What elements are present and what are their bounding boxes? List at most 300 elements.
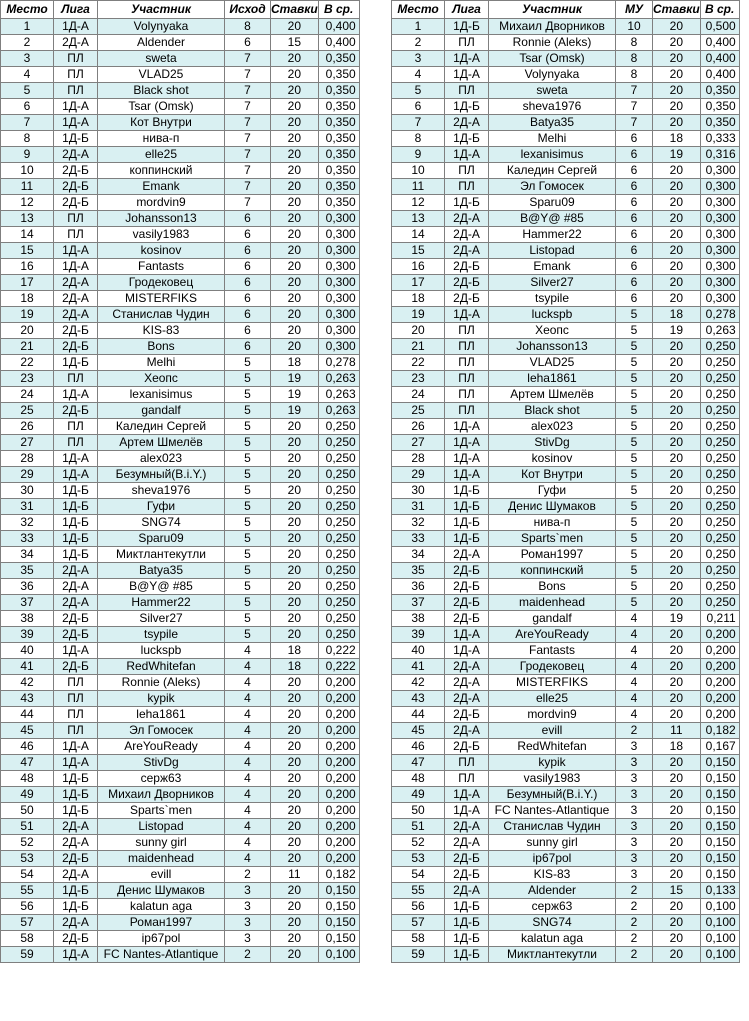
league-cell: 2Д-А bbox=[445, 211, 489, 227]
average-cell: 0,300 bbox=[700, 211, 739, 227]
header-average: В ср. bbox=[700, 1, 739, 19]
mu-cell: 5 bbox=[616, 403, 653, 419]
table-row bbox=[1, 99, 360, 115]
participant-cell: kypik bbox=[489, 755, 616, 771]
participant-cell: kosinov bbox=[489, 451, 616, 467]
average-cell: 0,300 bbox=[318, 211, 359, 227]
table-row bbox=[392, 275, 740, 291]
place-cell: 1 bbox=[1, 19, 54, 35]
participant-cell: Миктлантекутли bbox=[98, 547, 225, 563]
league-cell: 2Д-Б bbox=[445, 291, 489, 307]
average-cell: 0,250 bbox=[318, 483, 359, 499]
place-cell: 47 bbox=[392, 755, 445, 771]
bets-cell: 20 bbox=[271, 563, 319, 579]
league-cell: ПЛ bbox=[54, 707, 98, 723]
bets-cell: 20 bbox=[653, 851, 701, 867]
average-cell: 0,350 bbox=[318, 195, 359, 211]
league-cell: ПЛ bbox=[445, 755, 489, 771]
league-cell: 1Д-Б bbox=[54, 787, 98, 803]
table-row bbox=[392, 355, 740, 371]
participant-cell: tsypile bbox=[489, 291, 616, 307]
place-cell: 20 bbox=[392, 323, 445, 339]
bets-cell: 20 bbox=[653, 275, 701, 291]
outcome-cell: 6 bbox=[225, 259, 271, 275]
participant-cell: Ronnie (Aleks) bbox=[98, 675, 225, 691]
league-cell: 2Д-А bbox=[445, 243, 489, 259]
outcome-cell: 7 bbox=[225, 83, 271, 99]
table-row bbox=[392, 531, 740, 547]
outcome-cell: 5 bbox=[225, 595, 271, 611]
table-row bbox=[1, 755, 360, 771]
league-cell: 1Д-А bbox=[54, 115, 98, 131]
mu-cell: 3 bbox=[616, 755, 653, 771]
outcome-cell: 6 bbox=[225, 275, 271, 291]
table-row bbox=[392, 675, 740, 691]
table-row bbox=[1, 595, 360, 611]
league-cell: 1Д-А bbox=[54, 451, 98, 467]
bets-cell: 20 bbox=[653, 835, 701, 851]
place-cell: 44 bbox=[1, 707, 54, 723]
participant-cell: Денис Шумаков bbox=[489, 499, 616, 515]
league-cell: 1Д-А bbox=[54, 99, 98, 115]
league-cell: 1Д-Б bbox=[54, 771, 98, 787]
league-cell: 2Д-А bbox=[54, 291, 98, 307]
league-cell: 1Д-А bbox=[54, 643, 98, 659]
table-row bbox=[1, 35, 360, 51]
participant-cell: Silver27 bbox=[489, 275, 616, 291]
average-cell: 0,150 bbox=[700, 771, 739, 787]
bets-cell: 20 bbox=[653, 435, 701, 451]
place-cell: 25 bbox=[1, 403, 54, 419]
mu-cell: 2 bbox=[616, 931, 653, 947]
table-row bbox=[1, 483, 360, 499]
place-cell: 16 bbox=[392, 259, 445, 275]
bets-cell: 20 bbox=[271, 595, 319, 611]
place-cell: 30 bbox=[1, 483, 54, 499]
bets-cell: 20 bbox=[271, 163, 319, 179]
outcome-cell: 6 bbox=[225, 227, 271, 243]
place-cell: 49 bbox=[392, 787, 445, 803]
table-row bbox=[1, 243, 360, 259]
bets-cell: 20 bbox=[271, 51, 319, 67]
table-row bbox=[392, 771, 740, 787]
place-cell: 36 bbox=[1, 579, 54, 595]
average-cell: 0,250 bbox=[318, 419, 359, 435]
participant-cell: нива-п bbox=[489, 515, 616, 531]
table-row bbox=[392, 915, 740, 931]
league-cell: ПЛ bbox=[445, 179, 489, 195]
mu-cell: 4 bbox=[616, 707, 653, 723]
table-row bbox=[392, 723, 740, 739]
bets-cell: 20 bbox=[271, 467, 319, 483]
participant-cell: leha1861 bbox=[489, 371, 616, 387]
league-cell: 2Д-Б bbox=[445, 851, 489, 867]
table-row bbox=[1, 819, 360, 835]
place-cell: 21 bbox=[1, 339, 54, 355]
table-row bbox=[392, 387, 740, 403]
table-row bbox=[392, 51, 740, 67]
participant-cell: ip67pol bbox=[489, 851, 616, 867]
league-cell: 1Д-Б bbox=[54, 483, 98, 499]
outcome-cell: 5 bbox=[225, 403, 271, 419]
average-cell: 0,200 bbox=[700, 675, 739, 691]
place-cell: 49 bbox=[1, 787, 54, 803]
average-cell: 0,316 bbox=[700, 147, 739, 163]
table-row bbox=[392, 899, 740, 915]
participant-cell: elle25 bbox=[489, 691, 616, 707]
table-row bbox=[392, 659, 740, 675]
mu-cell: 5 bbox=[616, 563, 653, 579]
table-row bbox=[1, 275, 360, 291]
bets-cell: 20 bbox=[271, 691, 319, 707]
league-cell: 1Д-А bbox=[445, 643, 489, 659]
outcome-cell: 4 bbox=[225, 803, 271, 819]
league-cell: 1Д-А bbox=[54, 467, 98, 483]
place-cell: 6 bbox=[392, 99, 445, 115]
outcome-cell: 7 bbox=[225, 147, 271, 163]
participant-cell: maidenhead bbox=[98, 851, 225, 867]
mu-cell: 5 bbox=[616, 371, 653, 387]
mu-cell: 8 bbox=[616, 51, 653, 67]
place-cell: 12 bbox=[1, 195, 54, 211]
participant-cell: Sparts`men bbox=[98, 803, 225, 819]
bets-cell: 20 bbox=[271, 83, 319, 99]
outcome-cell: 5 bbox=[225, 499, 271, 515]
participant-cell: gandalf bbox=[98, 403, 225, 419]
table-row bbox=[1, 611, 360, 627]
mu-cell: 5 bbox=[616, 323, 653, 339]
table-row bbox=[392, 99, 740, 115]
participant-cell: Гродековец bbox=[98, 275, 225, 291]
league-cell: 2Д-Б bbox=[445, 739, 489, 755]
outcome-cell: 5 bbox=[225, 627, 271, 643]
mu-cell: 5 bbox=[616, 435, 653, 451]
participant-cell: Хеопс bbox=[489, 323, 616, 339]
participant-cell: VLAD25 bbox=[489, 355, 616, 371]
participant-cell: VLAD25 bbox=[98, 67, 225, 83]
table-row bbox=[1, 19, 360, 35]
average-cell: 0,133 bbox=[700, 883, 739, 899]
bets-cell: 20 bbox=[653, 931, 701, 947]
table-row bbox=[1, 355, 360, 371]
league-cell: 2Д-А bbox=[445, 883, 489, 899]
league-cell: 2Д-Б bbox=[54, 339, 98, 355]
participant-cell: vasily1983 bbox=[98, 227, 225, 243]
league-cell: 2Д-А bbox=[445, 659, 489, 675]
place-cell: 3 bbox=[1, 51, 54, 67]
table-row bbox=[392, 691, 740, 707]
table-row bbox=[1, 419, 360, 435]
league-cell: 2Д-Б bbox=[54, 931, 98, 947]
bets-cell: 20 bbox=[653, 419, 701, 435]
league-cell: 2Д-А bbox=[445, 723, 489, 739]
table-row bbox=[392, 595, 740, 611]
average-cell: 0,200 bbox=[700, 627, 739, 643]
table-row bbox=[1, 675, 360, 691]
mu-cell: 5 bbox=[616, 419, 653, 435]
average-cell: 0,250 bbox=[318, 579, 359, 595]
league-cell: ПЛ bbox=[445, 371, 489, 387]
place-cell: 23 bbox=[392, 371, 445, 387]
league-cell: 2Д-Б bbox=[445, 707, 489, 723]
average-cell: 0,211 bbox=[700, 611, 739, 627]
table-row bbox=[1, 771, 360, 787]
bets-cell: 20 bbox=[653, 675, 701, 691]
bets-cell: 20 bbox=[271, 435, 319, 451]
participant-cell: RedWhitefan bbox=[98, 659, 225, 675]
participant-cell: Tsar (Omsk) bbox=[489, 51, 616, 67]
participant-cell: Aldender bbox=[98, 35, 225, 51]
bets-cell: 20 bbox=[271, 851, 319, 867]
bets-cell: 20 bbox=[653, 691, 701, 707]
table-row bbox=[392, 67, 740, 83]
average-cell: 0,167 bbox=[700, 739, 739, 755]
bets-cell: 20 bbox=[653, 259, 701, 275]
league-cell: 1Д-Б bbox=[54, 531, 98, 547]
participant-cell: evill bbox=[98, 867, 225, 883]
bets-cell: 20 bbox=[271, 707, 319, 723]
average-cell: 0,250 bbox=[318, 547, 359, 563]
bets-cell: 19 bbox=[653, 147, 701, 163]
place-cell: 37 bbox=[392, 595, 445, 611]
average-cell: 0,200 bbox=[318, 787, 359, 803]
right-table-body bbox=[392, 19, 740, 963]
table-row bbox=[1, 131, 360, 147]
participant-cell: kosinov bbox=[98, 243, 225, 259]
bets-cell: 20 bbox=[271, 115, 319, 131]
mu-cell: 6 bbox=[616, 211, 653, 227]
header-row bbox=[1, 1, 360, 19]
table-row bbox=[392, 403, 740, 419]
average-cell: 0,300 bbox=[318, 323, 359, 339]
mu-cell: 5 bbox=[616, 467, 653, 483]
place-cell: 5 bbox=[1, 83, 54, 99]
average-cell: 0,300 bbox=[318, 243, 359, 259]
place-cell: 33 bbox=[392, 531, 445, 547]
mu-cell: 5 bbox=[616, 307, 653, 323]
league-cell: ПЛ bbox=[445, 387, 489, 403]
average-cell: 0,300 bbox=[318, 275, 359, 291]
place-cell: 43 bbox=[392, 691, 445, 707]
table-row bbox=[392, 547, 740, 563]
mu-cell: 5 bbox=[616, 387, 653, 403]
average-cell: 0,400 bbox=[700, 67, 739, 83]
place-cell: 13 bbox=[392, 211, 445, 227]
bets-cell: 19 bbox=[653, 611, 701, 627]
average-cell: 0,100 bbox=[700, 931, 739, 947]
outcome-cell: 4 bbox=[225, 851, 271, 867]
place-cell: 35 bbox=[1, 563, 54, 579]
participant-cell: mordvin9 bbox=[98, 195, 225, 211]
league-cell: 1Д-А bbox=[445, 435, 489, 451]
outcome-cell: 5 bbox=[225, 371, 271, 387]
mu-cell: 6 bbox=[616, 195, 653, 211]
table-row bbox=[392, 755, 740, 771]
table-row bbox=[1, 915, 360, 931]
participant-cell: Хеопс bbox=[98, 371, 225, 387]
place-cell: 19 bbox=[392, 307, 445, 323]
table-row bbox=[1, 147, 360, 163]
bets-cell: 19 bbox=[271, 403, 319, 419]
outcome-cell: 6 bbox=[225, 291, 271, 307]
outcome-cell: 4 bbox=[225, 819, 271, 835]
average-cell: 0,400 bbox=[318, 19, 359, 35]
table-row bbox=[392, 211, 740, 227]
mu-cell: 5 bbox=[616, 355, 653, 371]
outcome-cell: 3 bbox=[225, 883, 271, 899]
participant-cell: Артем Шмелёв bbox=[98, 435, 225, 451]
table-row bbox=[1, 867, 360, 883]
average-cell: 0,263 bbox=[318, 403, 359, 419]
place-cell: 1 bbox=[392, 19, 445, 35]
league-cell: 1Д-Б bbox=[54, 499, 98, 515]
mu-cell: 6 bbox=[616, 227, 653, 243]
bets-cell: 20 bbox=[653, 51, 701, 67]
bets-cell: 20 bbox=[653, 563, 701, 579]
league-cell: 1Д-Б bbox=[54, 515, 98, 531]
bets-cell: 20 bbox=[653, 339, 701, 355]
league-cell: 1Д-А bbox=[54, 387, 98, 403]
participant-cell: Hammer22 bbox=[489, 227, 616, 243]
participant-cell: Silver27 bbox=[98, 611, 225, 627]
place-cell: 44 bbox=[392, 707, 445, 723]
outcome-cell: 3 bbox=[225, 915, 271, 931]
bets-cell: 20 bbox=[271, 739, 319, 755]
place-cell: 19 bbox=[1, 307, 54, 323]
outcome-cell: 6 bbox=[225, 307, 271, 323]
bets-cell: 18 bbox=[653, 307, 701, 323]
participant-cell: Кот Внутри bbox=[489, 467, 616, 483]
table-row bbox=[392, 467, 740, 483]
mu-cell: 6 bbox=[616, 243, 653, 259]
participant-cell: sunny girl bbox=[98, 835, 225, 851]
average-cell: 0,150 bbox=[318, 931, 359, 947]
league-cell: 2Д-Б bbox=[445, 579, 489, 595]
bets-cell: 20 bbox=[653, 787, 701, 803]
league-cell: 1Д-А bbox=[445, 51, 489, 67]
participant-cell: AreYouReady bbox=[98, 739, 225, 755]
place-cell: 54 bbox=[1, 867, 54, 883]
bets-cell: 20 bbox=[271, 675, 319, 691]
table-row bbox=[392, 179, 740, 195]
mu-cell: 5 bbox=[616, 451, 653, 467]
average-cell: 0,200 bbox=[318, 755, 359, 771]
average-cell: 0,250 bbox=[700, 371, 739, 387]
place-cell: 57 bbox=[1, 915, 54, 931]
table-row bbox=[1, 387, 360, 403]
bets-cell: 20 bbox=[271, 195, 319, 211]
league-cell: 1Д-Б bbox=[445, 947, 489, 963]
table-row bbox=[392, 563, 740, 579]
bets-cell: 20 bbox=[271, 259, 319, 275]
table-row bbox=[392, 819, 740, 835]
bets-cell: 20 bbox=[653, 115, 701, 131]
bets-cell: 20 bbox=[271, 771, 319, 787]
participant-cell: коппинский bbox=[98, 163, 225, 179]
right-table-header bbox=[392, 1, 740, 19]
participant-cell: lexanisimus bbox=[489, 147, 616, 163]
league-cell: 1Д-А bbox=[54, 19, 98, 35]
average-cell: 0,250 bbox=[318, 611, 359, 627]
bets-cell: 20 bbox=[271, 787, 319, 803]
outcome-cell: 7 bbox=[225, 51, 271, 67]
bets-cell: 20 bbox=[271, 131, 319, 147]
participant-cell: Станислав Чудин bbox=[98, 307, 225, 323]
place-cell: 46 bbox=[392, 739, 445, 755]
participant-cell: Денис Шумаков bbox=[98, 883, 225, 899]
bets-cell: 20 bbox=[653, 451, 701, 467]
league-cell: 2Д-А bbox=[54, 915, 98, 931]
average-cell: 0,250 bbox=[700, 483, 739, 499]
place-cell: 28 bbox=[1, 451, 54, 467]
table-row bbox=[1, 227, 360, 243]
table-row bbox=[392, 835, 740, 851]
bets-cell: 20 bbox=[271, 611, 319, 627]
participant-cell: Emank bbox=[489, 259, 616, 275]
participant-cell: StivDg bbox=[489, 435, 616, 451]
mu-cell: 3 bbox=[616, 851, 653, 867]
league-cell: 1Д-Б bbox=[445, 499, 489, 515]
participant-cell: elle25 bbox=[98, 147, 225, 163]
place-cell: 28 bbox=[392, 451, 445, 467]
average-cell: 0,200 bbox=[318, 771, 359, 787]
table-row bbox=[1, 563, 360, 579]
average-cell: 0,350 bbox=[318, 51, 359, 67]
place-cell: 12 bbox=[392, 195, 445, 211]
table-row bbox=[1, 803, 360, 819]
average-cell: 0,150 bbox=[700, 819, 739, 835]
league-cell: 1Д-А bbox=[445, 67, 489, 83]
average-cell: 0,400 bbox=[700, 35, 739, 51]
table-row bbox=[392, 243, 740, 259]
participant-cell: Sparts`men bbox=[489, 531, 616, 547]
table-row bbox=[1, 291, 360, 307]
participant-cell: Volynyaka bbox=[98, 19, 225, 35]
place-cell: 17 bbox=[1, 275, 54, 291]
league-cell: 1Д-А bbox=[445, 451, 489, 467]
league-cell: 2Д-А bbox=[54, 563, 98, 579]
league-cell: 1Д-Б bbox=[445, 483, 489, 499]
left-standings-table bbox=[0, 0, 360, 963]
table-row bbox=[392, 483, 740, 499]
average-cell: 0,150 bbox=[700, 835, 739, 851]
mu-cell: 3 bbox=[616, 787, 653, 803]
bets-cell: 20 bbox=[653, 803, 701, 819]
place-cell: 35 bbox=[392, 563, 445, 579]
place-cell: 27 bbox=[1, 435, 54, 451]
participant-cell: Johansson13 bbox=[489, 339, 616, 355]
participant-cell: maidenhead bbox=[489, 595, 616, 611]
place-cell: 7 bbox=[1, 115, 54, 131]
league-cell: ПЛ bbox=[54, 419, 98, 435]
average-cell: 0,300 bbox=[700, 275, 739, 291]
bets-cell: 20 bbox=[653, 19, 701, 35]
average-cell: 0,300 bbox=[318, 307, 359, 323]
average-cell: 0,200 bbox=[318, 803, 359, 819]
league-cell: ПЛ bbox=[445, 771, 489, 787]
participant-cell: Роман1997 bbox=[98, 915, 225, 931]
participant-cell: Ronnie (Aleks) bbox=[489, 35, 616, 51]
participant-cell: B@Y@ #85 bbox=[489, 211, 616, 227]
participant-cell: RedWhitefan bbox=[489, 739, 616, 755]
table-row bbox=[392, 83, 740, 99]
average-cell: 0,200 bbox=[318, 691, 359, 707]
average-cell: 0,300 bbox=[318, 259, 359, 275]
mu-cell: 4 bbox=[616, 691, 653, 707]
place-cell: 9 bbox=[392, 147, 445, 163]
bets-cell: 20 bbox=[653, 195, 701, 211]
outcome-cell: 7 bbox=[225, 131, 271, 147]
